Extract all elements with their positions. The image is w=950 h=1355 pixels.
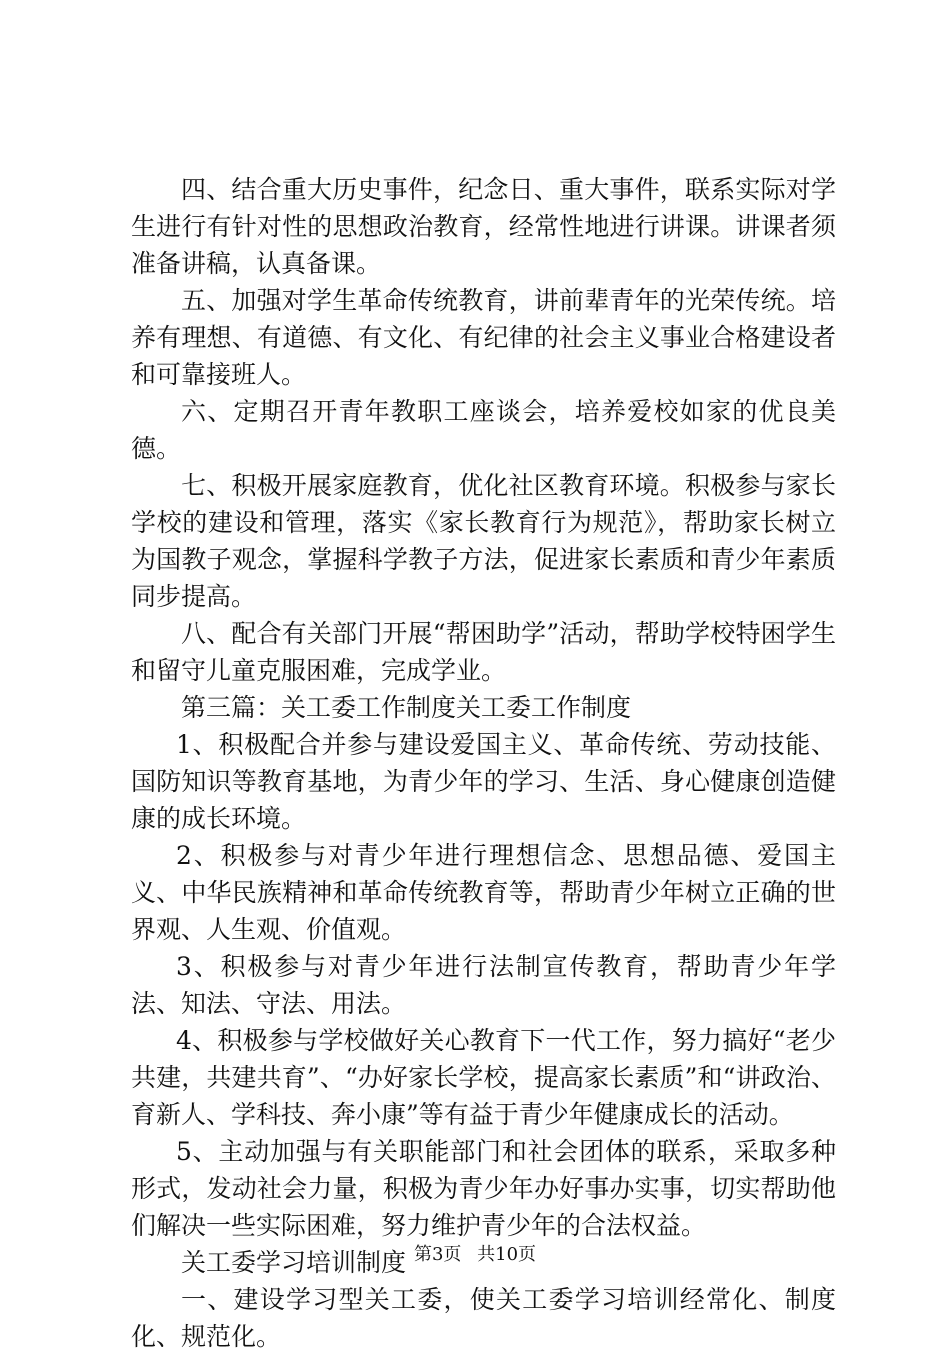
subsection-heading-training: 关工委学习培训制度 (181, 1248, 407, 1277)
paragraph-item-8: 八、配合有关部门开展“帮困助学”活动，帮助学校特困学生和留守儿童克服困难，完成学业。 (131, 619, 836, 685)
page-total: 共10页 (477, 1244, 537, 1265)
paragraph-item-5: 五、加强对学生革命传统教育，讲前辈青年的光荣传统。培养有理想、有道德、有文化、有纪律的社会主义事业合格建设者和可靠接班人。 (131, 286, 836, 389)
rule-item-5: 5、主动加强与有关职能部门和社会团体的联系，采取多种形式，发动社会力量，积极为青少年办好事办实事，切实帮助他们解决一些实际困难，努力维护青少年的合法权益。 (131, 1137, 836, 1240)
training-item-1: 一、建设学习型关工委，使关工委学习培训经常化、制度化、规范化。 (131, 1285, 836, 1351)
rule-item-1: 1、积极配合并参与建设爱国主义、革命传统、劳动技能、国防知识等教育基地，为青少年的学习、生活、身心健康创造健康的成长环境。 (131, 730, 836, 833)
page-footer (0, 1243, 950, 1267)
paragraph-item-4: 四、结合重大历史事件，纪念日、重大事件，联系实际对学生进行有针对性的思想政治教育，经常性地进行讲课。讲课者须准备讲稿，认真备课。 (131, 175, 836, 278)
page-number: 第3页 (413, 1244, 462, 1265)
section-heading-part-3: 第三篇：关工委工作制度关工委工作制度 (181, 693, 632, 722)
rule-item-2: 2、积极参与对青少年进行理想信念、思想品德、爱国主义、中华民族精神和革命传统教育等，帮助青少年树立正确的世界观、人生观、价值观。 (131, 841, 836, 944)
rule-item-4: 4、积极参与学校做好关心教育下一代工作，努力搞好“老少共建，共建共育”、“办好家长学校，提高家长素质”和“讲政治、育新人、学科技、奔小康”等有益于青少年健康成长的活动。 (131, 1026, 836, 1129)
paragraph-item-7: 七、积极开展家庭教育，优化社区教育环境。积极参与家长学校的建设和管理，落实《家长教育行为规范》，帮助家长树立为国教子观念，掌握科学教子方法，促进家长素质和青少年素质同步提高。 (131, 471, 836, 611)
document-body (131, 171, 836, 1355)
rule-item-3: 3、积极参与对青少年进行法制宣传教育，帮助青少年学法、知法、守法、用法。 (131, 952, 836, 1018)
paragraph-item-6: 六、定期召开青年教职工座谈会，培养爱校如家的优良美德。 (131, 397, 836, 463)
